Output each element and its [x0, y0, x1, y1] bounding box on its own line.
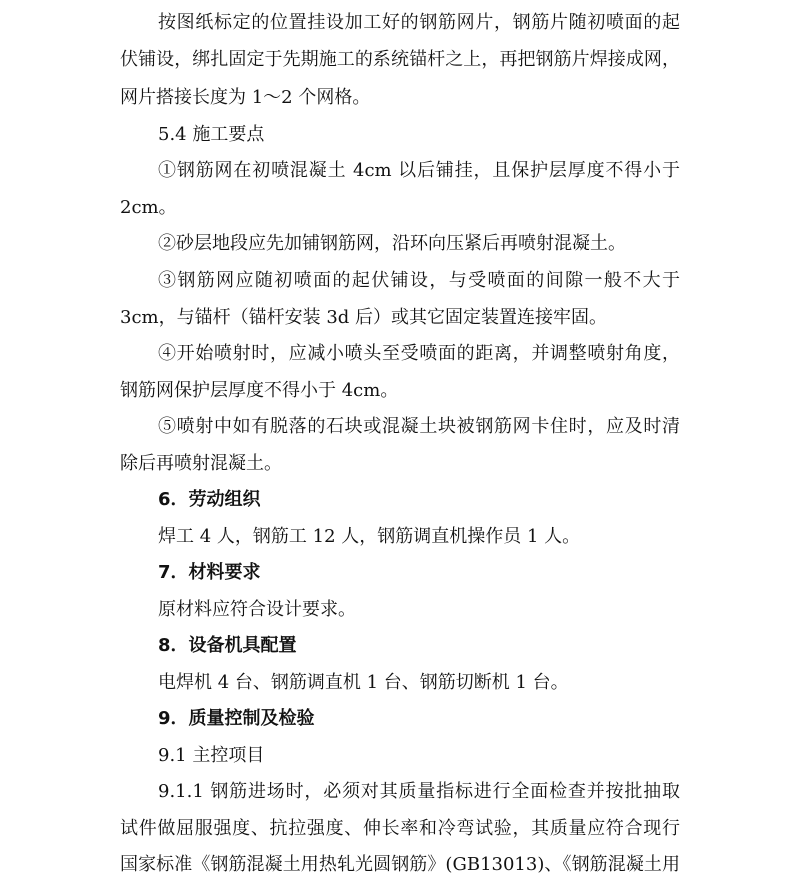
paragraph-line: 钢筋网保护层厚度不得小于 4cm。: [120, 380, 399, 401]
paragraph-line: 国家标准《钢筋混凝土用热轧光圆钢筋》(GB13013)、《钢筋混凝土用: [120, 854, 680, 875]
paragraph-line: ④开始喷射时，应减小喷头至受喷面的距离，并调整喷射角度，: [158, 343, 680, 364]
paragraph-line: ②砂层地段应先加铺钢筋网，沿环向压紧后再喷射混凝土。: [158, 233, 626, 254]
section-heading: 6．劳动组织: [158, 489, 261, 510]
subsection-heading: 9.1 主控项目: [158, 745, 265, 766]
paragraph-line: 电焊机 4 台、钢筋调直机 1 台、钢筋切断机 1 台。: [158, 672, 569, 693]
paragraph-line: ⑤喷射中如有脱落的石块或混凝土块被钢筋网卡住时，应及时清: [158, 416, 680, 437]
paragraph-line: 9.1.1 钢筋进场时，必须对其质量指标进行全面检查并按批抽取: [158, 781, 680, 802]
paragraph-line: 伏铺设，绑扎固定于先期施工的系统锚杆之上，再把钢筋片焊接成网，: [120, 49, 680, 70]
section-heading: 7．材料要求: [158, 562, 261, 583]
section-heading: 9．质量控制及检验: [158, 708, 315, 729]
paragraph-line: 试件做屈服强度、抗拉强度、伸长率和冷弯试验，其质量应符合现行: [120, 818, 680, 839]
paragraph-line: 按图纸标定的位置挂设加工好的钢筋网片，钢筋片随初喷面的起: [158, 12, 680, 33]
paragraph-line: 除后再喷射混凝土。: [120, 453, 282, 474]
paragraph-line: ③钢筋网应随初喷面的起伏铺设，与受喷面的间隙一般不大于: [158, 270, 680, 291]
section-heading: 5.4 施工要点: [158, 124, 265, 145]
paragraph-line: 网片搭接长度为 1～2 个网格。: [120, 87, 371, 108]
paragraph-line: ①钢筋网在初喷混凝土 4cm 以后铺挂，且保护层厚度不得小于: [158, 160, 680, 181]
paragraph-line: 3cm，与锚杆（锚杆安装 3d 后）或其它固定装置连接牢固。: [120, 307, 608, 328]
paragraph-line: 2cm。: [120, 197, 177, 218]
section-heading: 8．设备机具配置: [158, 635, 297, 656]
paragraph-line: 原材料应符合设计要求。: [158, 599, 356, 620]
paragraph-line: 焊工 4 人，钢筋工 12 人，钢筋调直机操作员 1 人。: [158, 526, 581, 547]
